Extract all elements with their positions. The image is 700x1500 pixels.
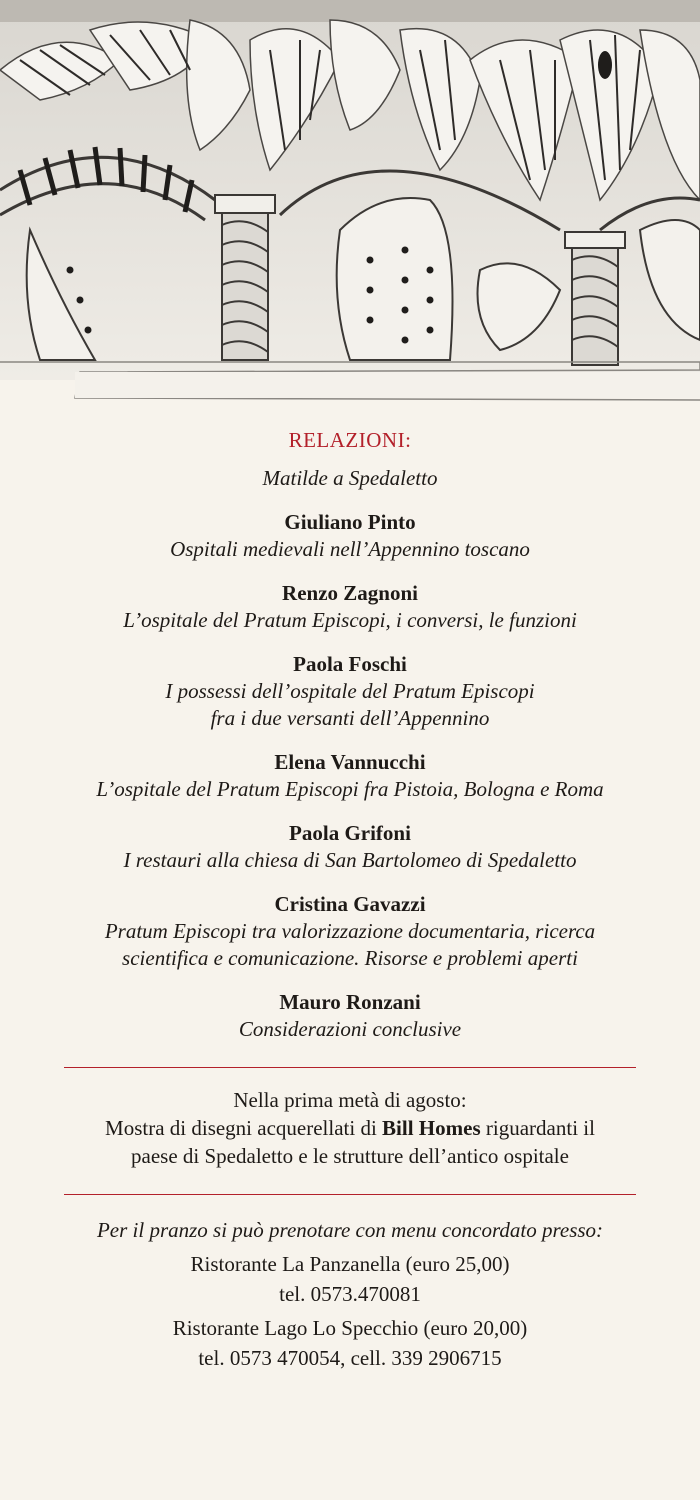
section-heading: RELAZIONI: — [288, 428, 412, 452]
restaurant-name: Ristorante Lago Lo Specchio (euro 20,00) — [172, 1316, 528, 1340]
capital-drawing-svg — [0, 0, 700, 410]
top-band — [0, 0, 700, 22]
divider-rule — [64, 1067, 636, 1068]
speaker-name: Mauro Ronzani — [279, 990, 421, 1014]
speaker-name: Paola Grifoni — [289, 821, 411, 845]
talk-title: I possessi dell’ospitale del Pratum Episcopi — [165, 679, 535, 703]
restaurant-contact: tel. 0573.470081 — [279, 1282, 421, 1306]
artist-name: Bill Homes — [382, 1116, 481, 1140]
program-content — [0, 420, 700, 1373]
talk-item — [0, 508, 700, 563]
divider-rule — [64, 1194, 636, 1195]
talk-title-line-2: scientifica e comunicazione. Risorse e problemi aperti — [122, 946, 578, 970]
talk-title: Ospitali medievali nell’Appennino toscano — [170, 537, 530, 561]
speaker-name: Cristina Gavazzi — [274, 892, 426, 916]
talk-item — [0, 748, 700, 803]
talk-title: L’ospitale del Pratum Episcopi fra Pistoia, Bologna e Roma — [96, 777, 604, 801]
restaurant-name: Ristorante La Panzanella (euro 25,00) — [190, 1252, 510, 1276]
talk-item — [0, 650, 700, 732]
speaker-name: Renzo Zagnoni — [282, 581, 418, 605]
lunch-info — [0, 1215, 700, 1373]
talk-title: Considerazioni conclusive — [238, 1017, 462, 1041]
lunch-note: Per il pranzo si può prenotare con menu concordato presso: — [96, 1218, 604, 1242]
talk-item — [0, 890, 700, 972]
speaker-name: Elena Vannucchi — [274, 750, 426, 774]
talk-item — [0, 988, 700, 1043]
talk-title-line-2: fra i due versanti dell’Appennino — [210, 706, 490, 730]
talk-title: L’ospitale del Pratum Episcopi, i conversi, le funzioni — [123, 608, 577, 632]
base-slab — [75, 372, 700, 398]
exhibit-notice — [0, 1086, 700, 1170]
talk-item — [0, 579, 700, 634]
exhibit-prefix: Mostra di disegni acquerellati di — [105, 1116, 383, 1140]
talk-title: I restauri alla chiesa di San Bartolomeo di Spedaletto — [123, 848, 577, 872]
exhibit-suffix: riguardanti il — [480, 1116, 595, 1140]
talk-title: Pratum Episcopi tra valorizzazione documentaria, ricerca — [104, 919, 596, 943]
exhibit-line-1: Nella prima metà di agosto: — [233, 1088, 467, 1112]
talk-item — [0, 819, 700, 874]
restaurant-contact: tel. 0573 470054, cell. 339 2906715 — [198, 1346, 502, 1370]
capital-drawing — [0, 0, 700, 410]
restaurant-entry — [0, 1249, 700, 1309]
restaurant-entry — [0, 1313, 700, 1373]
speaker-name: Giuliano Pinto — [284, 510, 416, 534]
exhibit-line-2 — [0, 1114, 700, 1142]
intro-title: Matilde a Spedaletto — [262, 466, 438, 490]
speaker-name: Paola Foschi — [293, 652, 407, 676]
exhibit-line-3: paese di Spedaletto e le strutture dell’antico ospitale — [131, 1144, 569, 1168]
